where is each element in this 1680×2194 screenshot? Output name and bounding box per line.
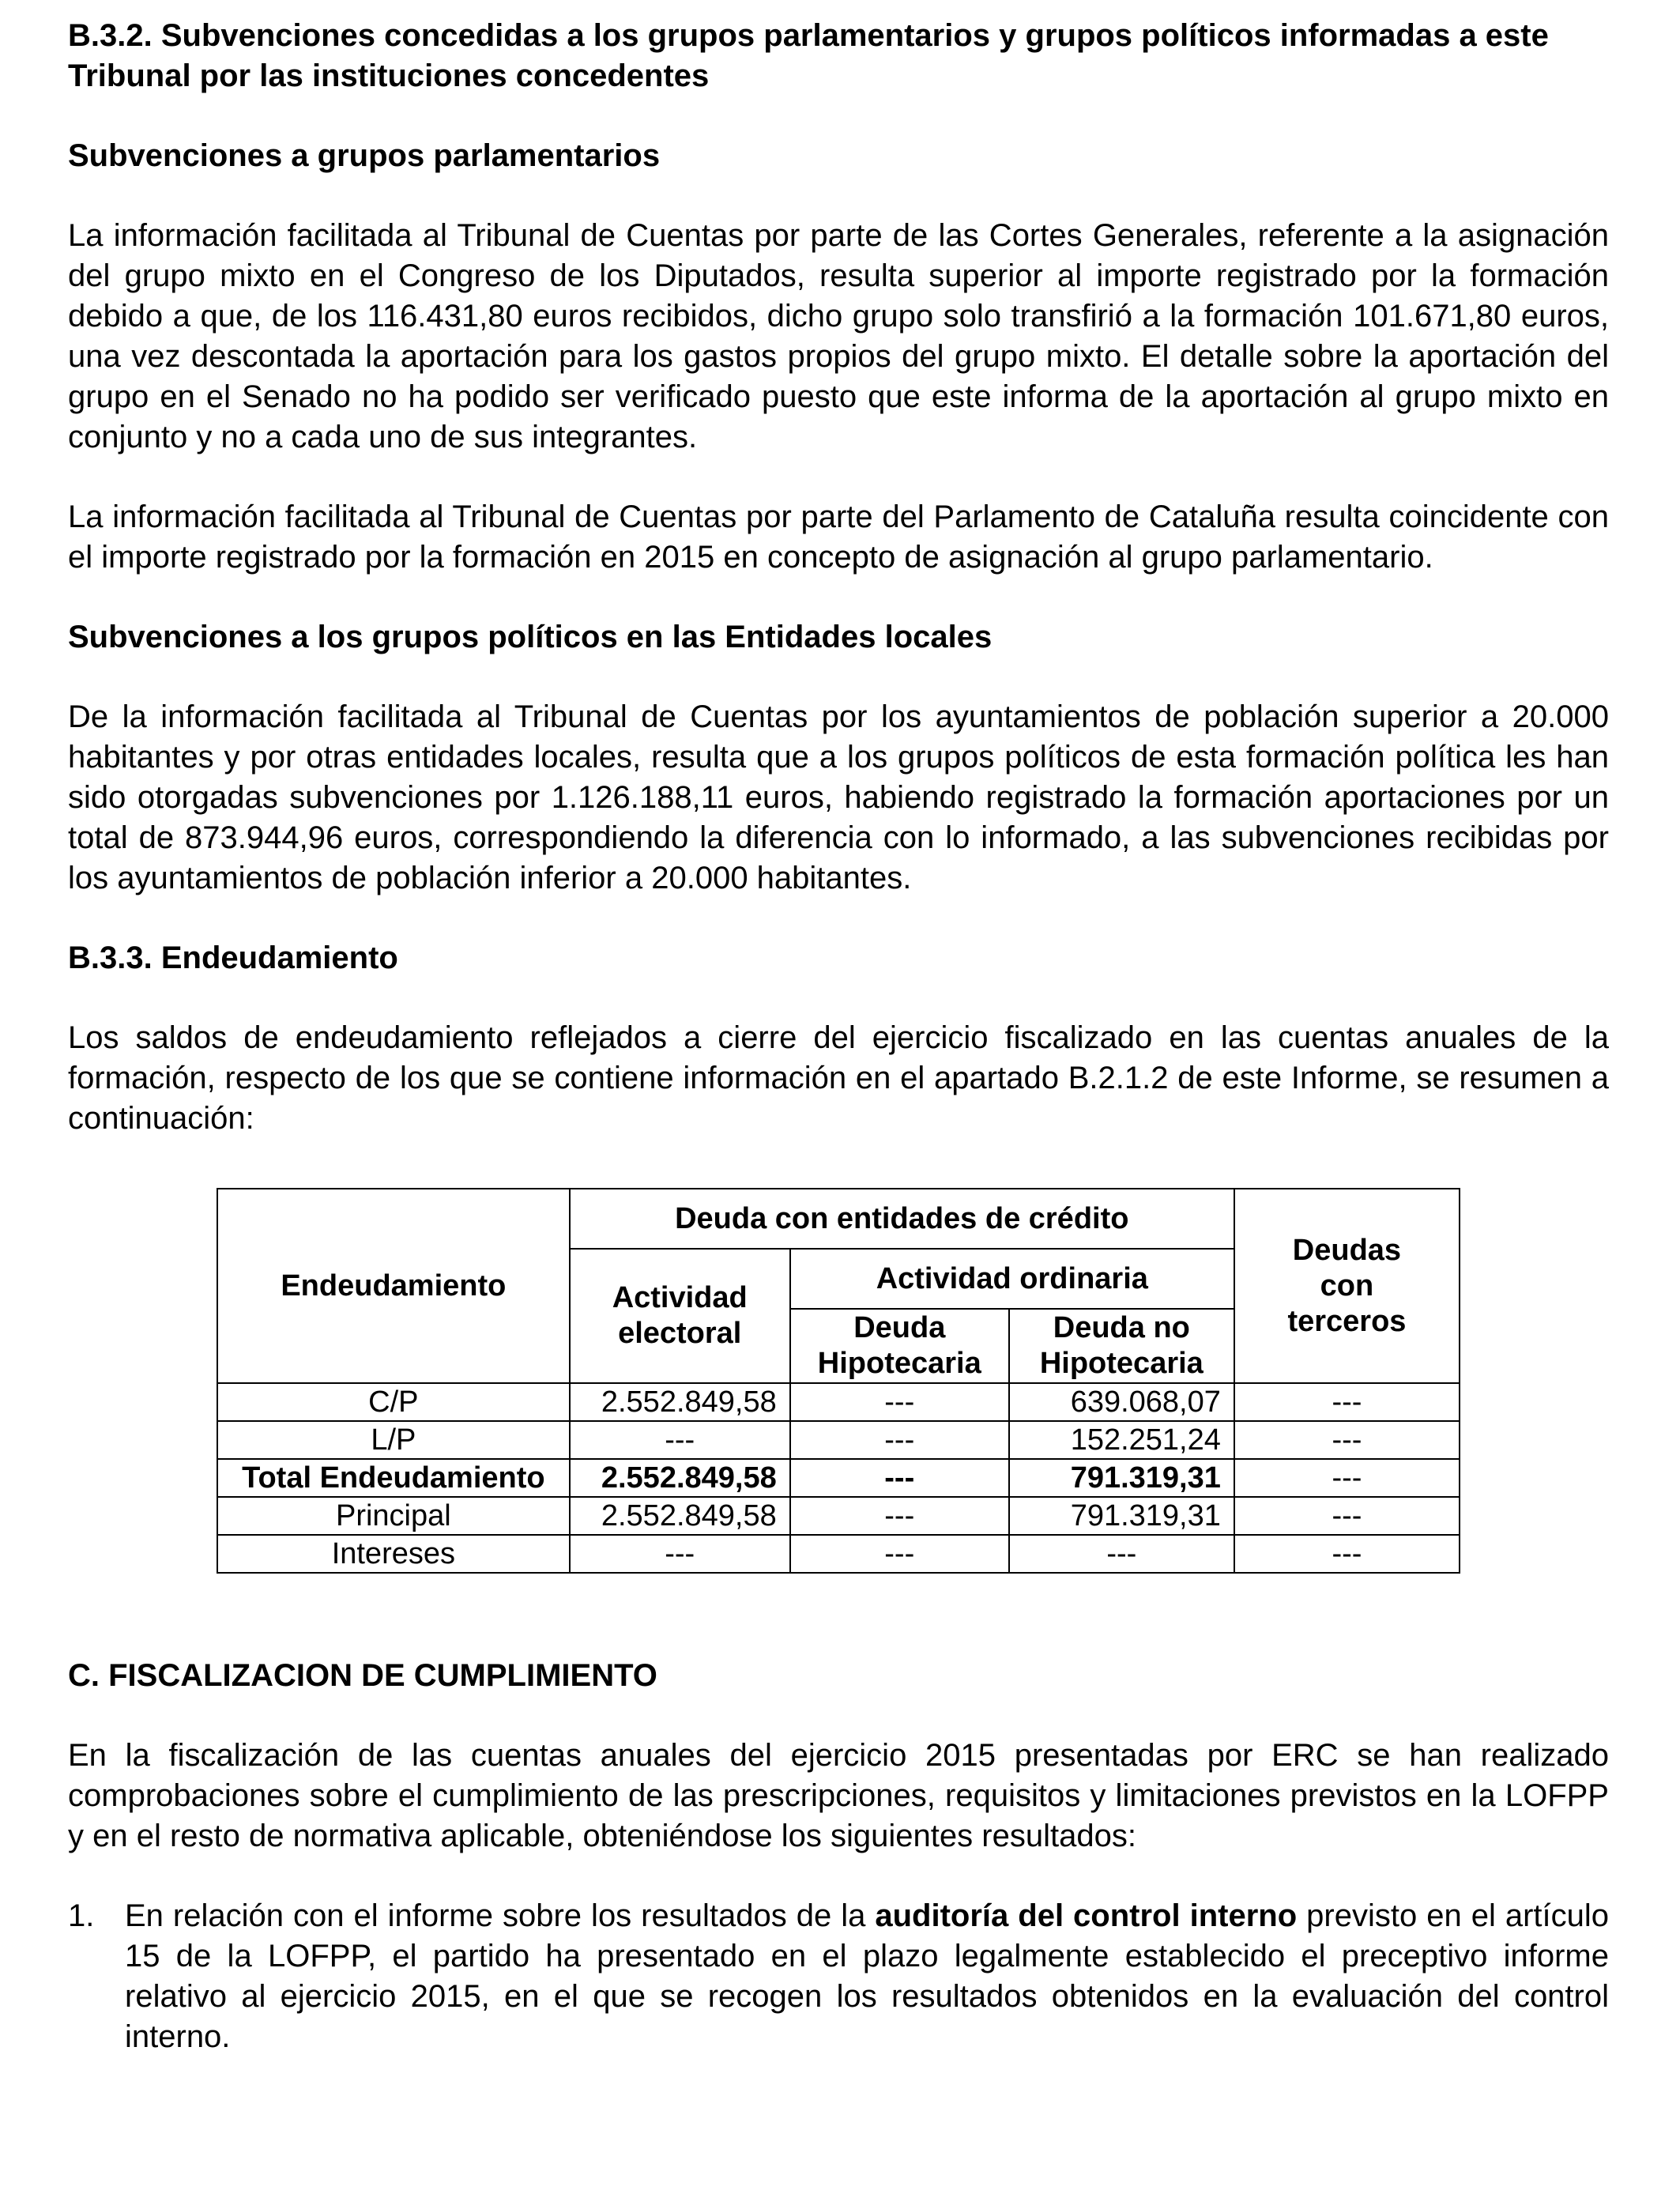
row-label: Total Endeudamiento (217, 1459, 570, 1497)
paragraph-cortes-generales: La información facilitada al Tribunal de Cuentas por parte de las Cortes Generales, referente a la asignación del grupo mixto en el Congreso de los Diputados, resulta superior al importe registrado por la formación debido a que, de los 116.431,80 euros recibidos, dicho grupo solo transfirió a la formación 101.671,80 euros, una vez descontada la aportación para los gastos propios del grupo mixto. El detalle sobre la aportación del grupo en el Senado no ha podido ser verificado puesto que este informa de la aportación al grupo mixto en conjunto y no a cada uno de sus integrantes. (68, 218, 1609, 454)
paragraph-endeudamiento: Los saldos de endeudamiento reflejados a cierre del ejercicio fiscalizado en las cuentas anuales de la formación, respecto de los que se contiene información en el apartado B.2.1.2 de este Informe, se resumen a continuación: (68, 1020, 1609, 1136)
header-endeudamiento: Endeudamiento (217, 1189, 570, 1383)
cell-electoral: 2.552.849,58 (570, 1459, 790, 1497)
table-row (217, 1497, 1460, 1535)
bold-term: auditoría del control interno (875, 1898, 1298, 1933)
table-row (217, 1421, 1460, 1459)
cell-hipotecaria: --- (790, 1459, 1009, 1497)
cell-terceros: --- (1234, 1459, 1460, 1497)
row-label: Principal (217, 1497, 570, 1535)
header-deudas-terceros: Deudas con terceros (1234, 1189, 1460, 1383)
cell-hipotecaria: --- (790, 1383, 1009, 1421)
subsection-grupos-parlamentarios-title: Subvenciones a grupos parlamentarios (68, 138, 661, 173)
cell-no-hipotecaria: 791.319,31 (1009, 1459, 1234, 1497)
row-label: L/P (217, 1421, 570, 1459)
debt-table (217, 1188, 1460, 1574)
paragraph-fiscalizacion: En la fiscalización de las cuentas anuales del ejercicio 2015 presentadas por ERC se han realizado comprobaciones sobre el cumplimiento de las prescripciones, requisitos y limitaciones previstos en la LOFPP y en el resto de normativa aplicable, obteniéndose los siguientes resultados: (68, 1738, 1609, 1853)
paragraph-parlamento-cataluna: La información facilitada al Tribunal de Cuentas por parte del Parlamento de Cataluña resulta coincidente con el importe registrado por la formación en 2015 en concepto de asignación al grupo parlamentario. (68, 499, 1609, 575)
document-page (68, 16, 1609, 2057)
cell-no-hipotecaria: 791.319,31 (1009, 1497, 1234, 1535)
section-c-title: C. FISCALIZACION DE CUMPLIMIENTO (68, 1658, 657, 1693)
list-item-text: En relación con el informe sobre los resultados de la auditoría del control interno previsto en el artículo 15 de la LOFPP, el partido ha presentado en el plazo legalmente establecido el preceptivo informe relativo al ejercicio 2015, en el que se recogen los resultados obtenidos en la evaluación del control interno. (125, 1898, 1610, 2054)
cell-electoral: 2.552.849,58 (570, 1383, 790, 1421)
header-deuda-entidades-credito: Deuda con entidades de crédito (570, 1189, 1234, 1249)
cell-electoral: --- (570, 1535, 790, 1573)
header-deuda-no-hipotecaria: Deuda no Hipotecaria (1009, 1309, 1234, 1383)
cell-terceros: --- (1234, 1421, 1460, 1459)
cell-no-hipotecaria: 152.251,24 (1009, 1421, 1234, 1459)
table-row (217, 1383, 1460, 1421)
list-number: 1. (68, 1898, 95, 1933)
cell-no-hipotecaria: --- (1009, 1535, 1234, 1573)
section-b33-title: B.3.3. Endeudamiento (68, 941, 398, 975)
header-deuda-hipotecaria: Deuda Hipotecaria (790, 1309, 1009, 1383)
row-label: C/P (217, 1383, 570, 1421)
cell-hipotecaria: --- (790, 1497, 1009, 1535)
subsection-entidades-locales-title: Subvenciones a los grupos políticos en las Entidades locales (68, 620, 993, 654)
cell-no-hipotecaria: 639.068,07 (1009, 1383, 1234, 1421)
section-b32-title: B.3.2. Subvenciones concedidas a los grupos parlamentarios y grupos políticos informadas a este Tribunal por las instituciones concedentes (68, 18, 1549, 93)
row-label: Intereses (217, 1535, 570, 1573)
cell-terceros: --- (1234, 1497, 1460, 1535)
cell-terceros: --- (1234, 1535, 1460, 1573)
list-item (68, 1896, 1609, 2057)
cell-terceros: --- (1234, 1383, 1460, 1421)
paragraph-entidades-locales: De la información facilitada al Tribunal de Cuentas por los ayuntamientos de población superior a 20.000 habitantes y por otras entidades locales, resulta que a los grupos políticos de esta formación política les han sido otorgadas subvenciones por 1.126.188,11 euros, habiendo registrado la formación aportaciones por un total de 873.944,96 euros, correspondiendo la diferencia con lo informado, a las subvenciones recibidas por los ayuntamientos de población inferior a 20.000 habitantes. (68, 699, 1609, 895)
header-actividad-electoral: Actividad electoral (570, 1249, 790, 1383)
cell-hipotecaria: --- (790, 1535, 1009, 1573)
cell-hipotecaria: --- (790, 1421, 1009, 1459)
table-row (217, 1535, 1460, 1573)
cell-electoral: 2.552.849,58 (570, 1497, 790, 1535)
table-row-total (217, 1459, 1460, 1497)
header-actividad-ordinaria: Actividad ordinaria (790, 1249, 1234, 1309)
cell-electoral: --- (570, 1421, 790, 1459)
